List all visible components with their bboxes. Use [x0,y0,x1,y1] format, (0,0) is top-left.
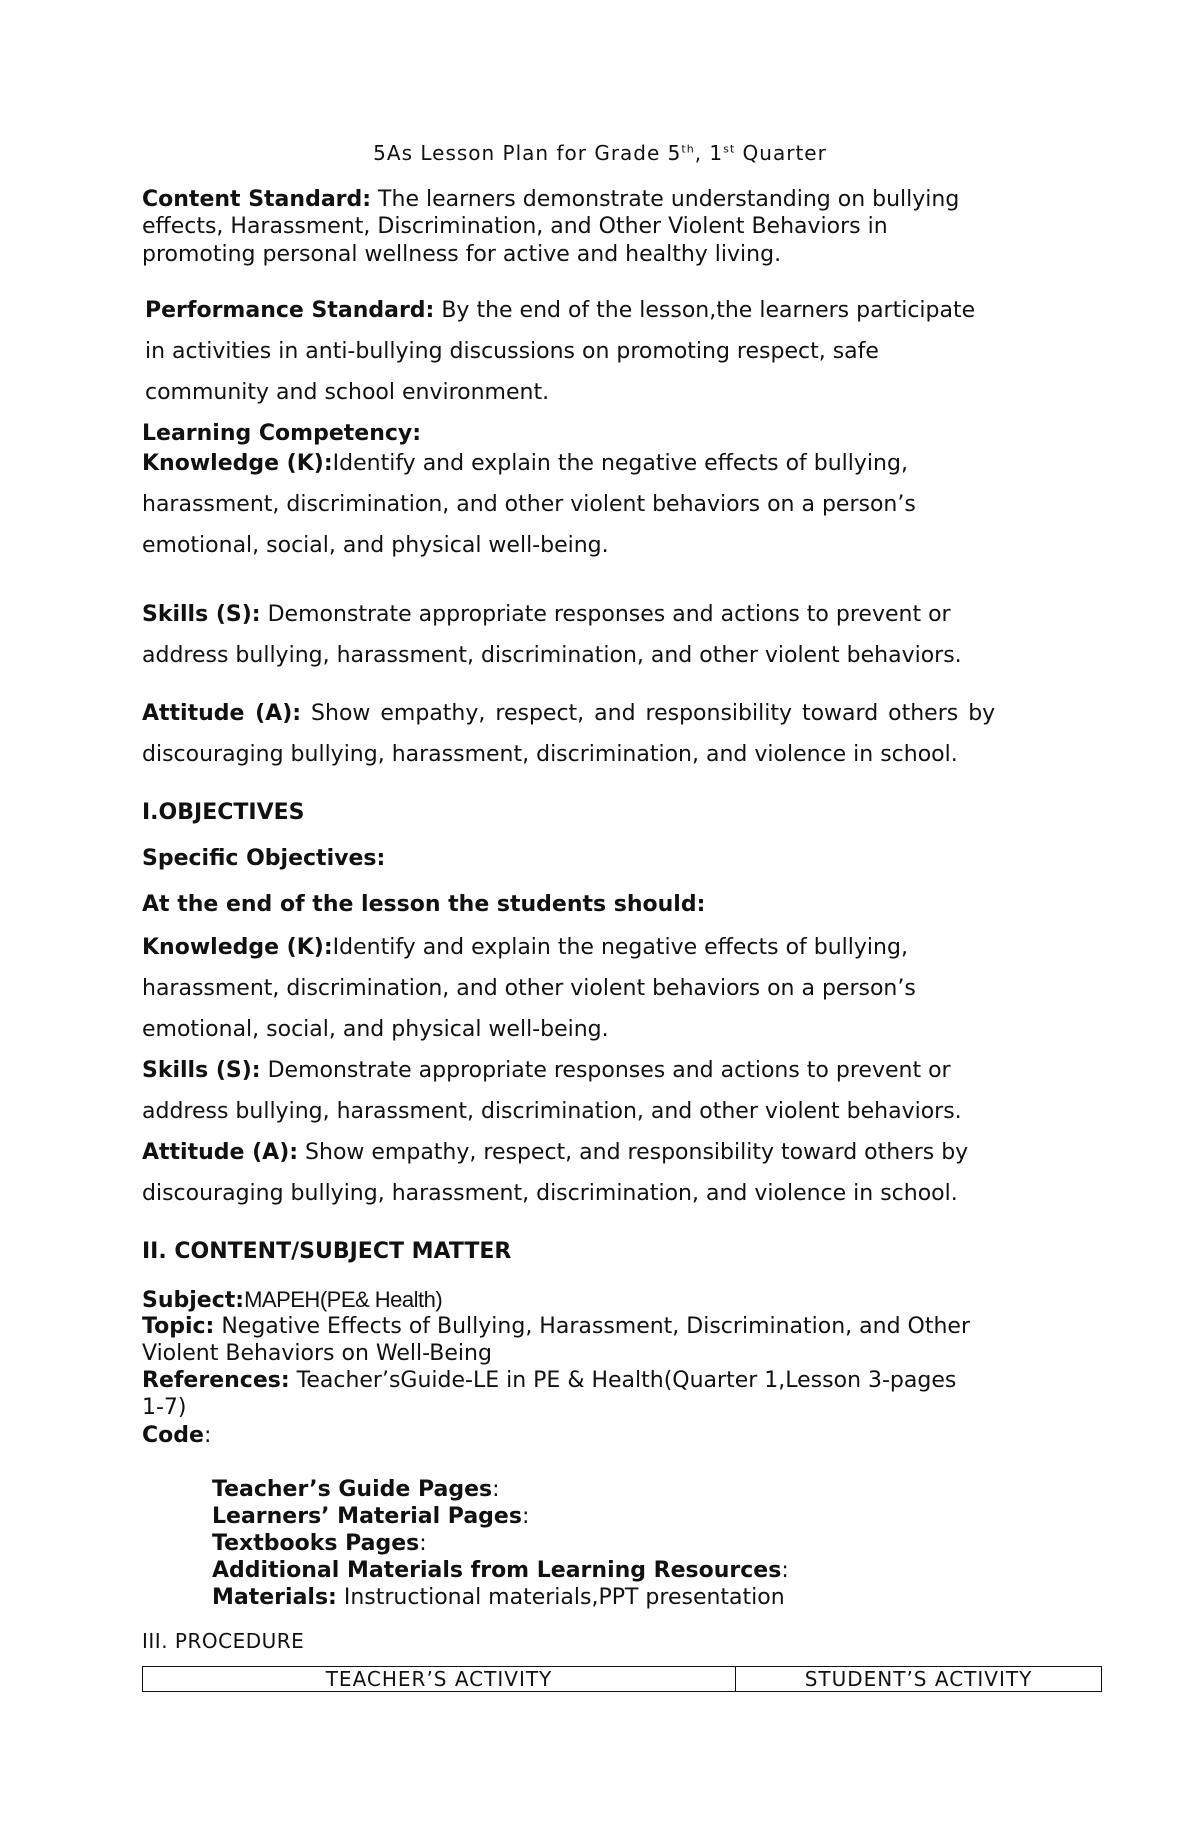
page-title: 5As Lesson Plan for Grade 5th, 1st Quarter [373,141,827,165]
lc-skills-line-1: Skills (S): Demonstrate appropriate responses and actions to prevent or [142,602,951,627]
specific-objectives-heading: Specific Objectives: [142,846,386,871]
lc-attitude-line-2: discouraging bullying, harassment, discrimination, and violence in school. [142,742,958,767]
performance-standard-line-1: Performance Standard: By the end of the lesson,the learners participate [145,298,976,323]
procedure-table [142,1666,1102,1692]
content-heading: II. CONTENT/SUBJECT MATTER [142,1239,512,1264]
learners-material-pages: Learners’ Material Pages: [212,1504,530,1529]
obj-skills-line-2: address bullying, harassment, discrimination, and other violent behaviors. [142,1099,962,1124]
code-line: Code: [142,1423,212,1448]
obj-knowledge-line-1: Knowledge (K):Identify and explain the negative effects of bullying, [142,935,908,960]
student-activity-header: STUDENT’S ACTIVITY [736,1667,1102,1692]
objectives-heading: I.OBJECTIVES [142,800,305,825]
obj-attitude-line-1: Attitude (A): Show empathy, respect, and responsibility toward others by [142,1140,969,1165]
references-line-2: 1-7) [142,1395,187,1420]
textbooks-pages: Textbooks Pages: [212,1531,427,1556]
obj-knowledge-line-3: emotional, social, and physical well-being. [142,1017,609,1042]
subject-line: Subject:MAPEH(PE& Health) [142,1287,443,1313]
references-line-1: References: Teacher’sGuide-LE in PE & Health(Quarter 1,Lesson 3-pages [142,1368,957,1393]
procedure-table-header-row [143,1667,1102,1692]
obj-knowledge-line-2: harassment, discrimination, and other violent behaviors on a person’s [142,976,916,1001]
lc-knowledge-line-1: Knowledge (K):Identify and explain the negative effects of bullying, [142,451,908,476]
lc-knowledge-line-3: emotional, social, and physical well-being. [142,533,609,558]
performance-standard-line-3: community and school environment. [145,380,550,405]
obj-attitude-line-2: discouraging bullying, harassment, discrimination, and violence in school. [142,1181,958,1206]
procedure-heading: III. PROCEDURE [142,1629,305,1653]
lc-knowledge-line-2: harassment, discrimination, and other violent behaviors on a person’s [142,492,916,517]
teachers-guide-pages: Teacher’s Guide Pages: [212,1477,500,1502]
content-standard-line-2: effects, Harassment, Discrimination, and Other Violent Behaviors in [142,214,888,239]
content-standard-line-1: Content Standard: The learners demonstrate understanding on bullying [142,187,960,212]
additional-materials: Additional Materials from Learning Resources: [212,1558,789,1583]
learning-competency-heading: Learning Competency: [142,421,422,446]
topic-line-1: Topic: Negative Effects of Bullying, Harassment, Discrimination, and Other [142,1314,971,1339]
performance-standard-line-2: in activities in anti-bullying discussions on promoting respect, safe [145,339,879,364]
teacher-activity-header: TEACHER’S ACTIVITY [143,1667,736,1692]
content-standard-line-3: promoting personal wellness for active and healthy living. [142,242,782,267]
obj-skills-line-1: Skills (S): Demonstrate appropriate responses and actions to prevent or [142,1058,951,1083]
lc-attitude-line-1: Attitude (A): Show empathy, respect, and responsibility toward others by [142,701,996,726]
materials-line: Materials: Instructional materials,PPT presentation [212,1585,785,1610]
lc-skills-line-2: address bullying, harassment, discrimination, and other violent behaviors. [142,643,962,668]
topic-line-2: Violent Behaviors on Well-Being [142,1341,492,1366]
objectives-intro: At the end of the lesson the students should: [142,892,706,917]
